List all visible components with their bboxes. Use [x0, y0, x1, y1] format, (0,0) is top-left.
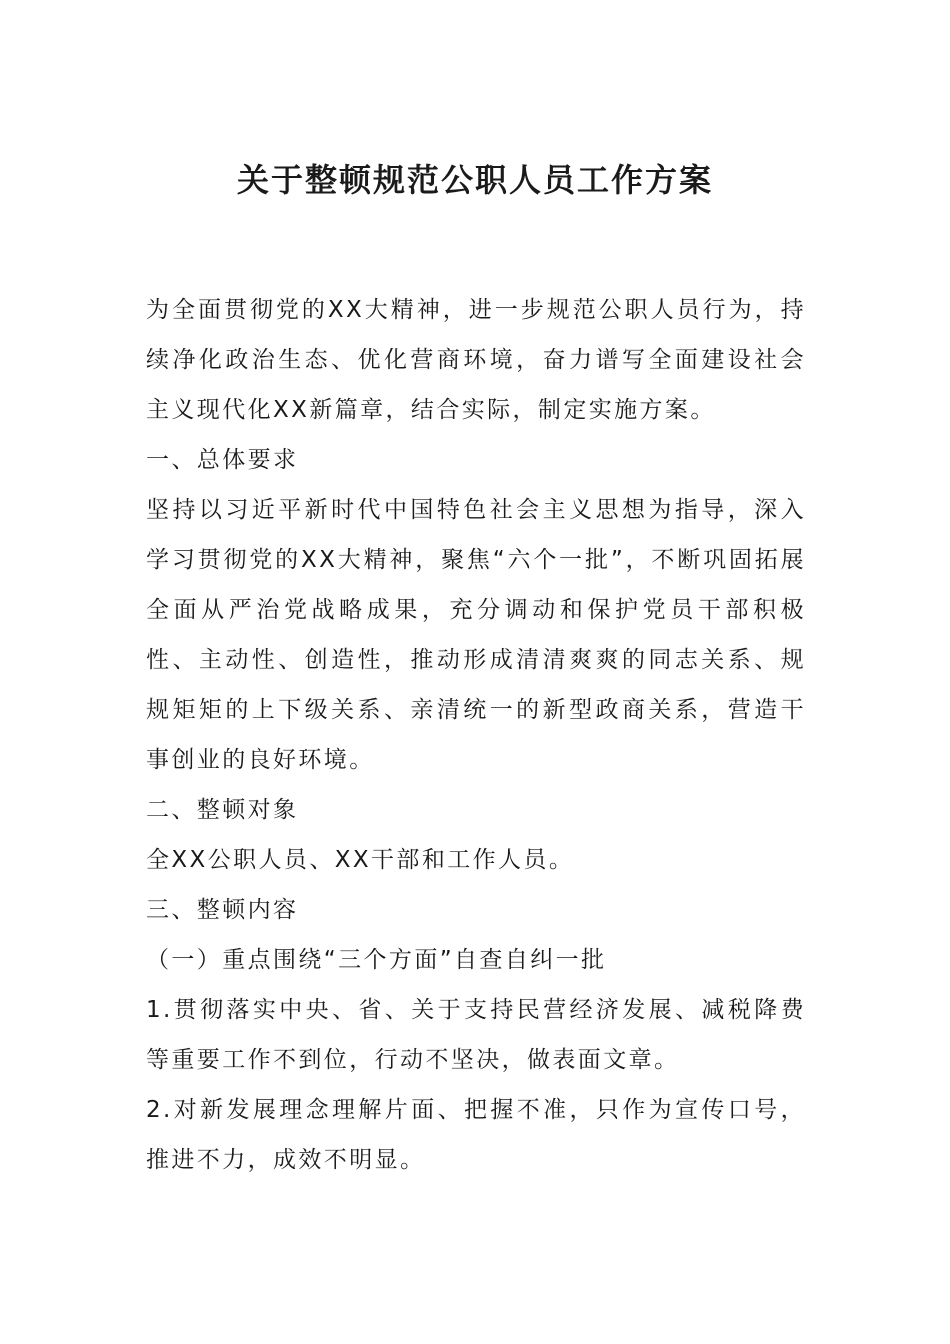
list-item-2: 2.对新发展理念理解片面、把握不准，只作为宣传口号，推进不力，成效不明显。: [146, 1097, 806, 1173]
section-heading-targets: 二、整顿对象: [146, 797, 299, 823]
general-requirements-paragraph: 坚持以习近平新时代中国特色社会主义思想为指导，深入学习贯彻党的XX大精神，聚焦“六个一批”，不断巩固拓展全面从严治党战略成果，充分调动和保护党员干部积极性、主动性、创造性，推动形成清清爽爽的同志关系、规规矩矩的上下级关系、亲清统一的新型政商关系，营造干事创业的良好环境。: [146, 497, 806, 773]
section-heading-general-requirements: 一、总体要求: [146, 447, 299, 473]
document-body: [146, 285, 806, 1185]
list-item-1: 1.贯彻落实中央、省、关于支持民营经济发展、减税降费等重要工作不到位，行动不坚决，做表面文章。: [146, 997, 806, 1073]
subsection-heading: （一）重点围绕“三个方面”自查自纠一批: [146, 947, 607, 973]
document-title: 关于整顿规范公职人员工作方案: [236, 161, 713, 199]
targets-paragraph: 全XX公职人员、XX干部和工作人员。: [146, 847, 575, 873]
section-heading-content: 三、整顿内容: [146, 897, 299, 923]
intro-paragraph: 为全面贯彻党的XX大精神，进一步规范公职人员行为，持续净化政治生态、优化营商环境，奋力谱写全面建设社会主义现代化XX新篇章，结合实际，制定实施方案。: [146, 297, 806, 423]
